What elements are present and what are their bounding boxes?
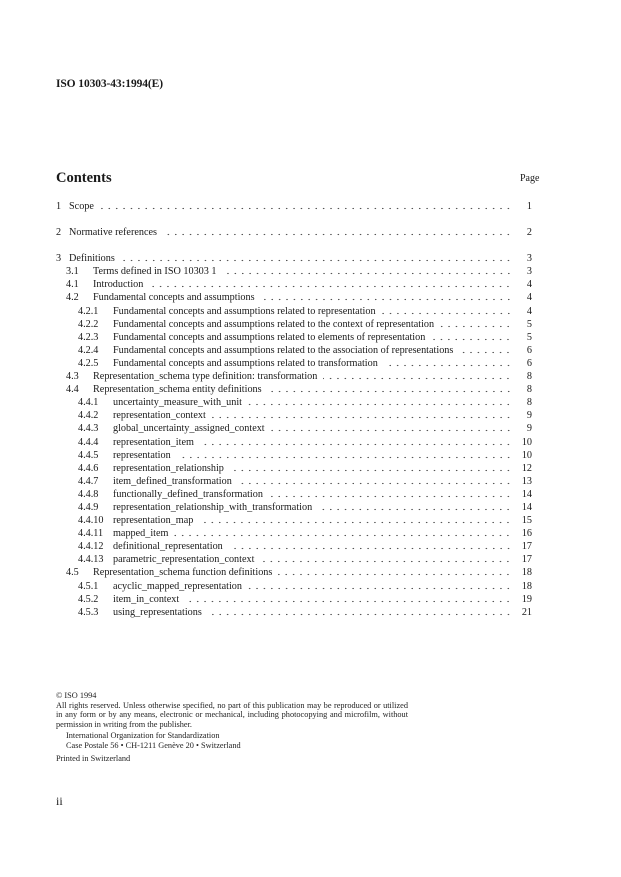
page-number: ii	[56, 794, 63, 808]
toc-entry[interactable]	[56, 198, 532, 211]
toc-entry[interactable]	[56, 303, 532, 316]
page-column-label: Page	[520, 173, 540, 184]
toc-entry-label: definitional_representation	[113, 541, 223, 553]
dot-leader	[323, 369, 512, 380]
toc-entry-number: 4.4.2	[78, 410, 99, 422]
toc-entry[interactable]	[56, 525, 532, 538]
toc-entry-page: 10	[521, 449, 532, 461]
toc-entry-label: Normative references	[69, 227, 157, 239]
dot-leader	[269, 487, 512, 498]
toc-entry-page: 3	[526, 253, 532, 265]
dot-leader	[318, 500, 512, 511]
toc-entry-page: 19	[521, 593, 532, 605]
toc-entry-label: Scope	[69, 201, 94, 212]
toc-entry-page: 18	[521, 567, 532, 579]
dot-leader	[261, 290, 512, 301]
toc-entry-label: Representation_schema type definition: transformation	[93, 371, 318, 383]
toc-entry-page: 17	[521, 554, 532, 566]
dot-leader	[384, 356, 512, 367]
toc-entry-number: 4.4.13	[78, 554, 104, 566]
toc-entry-page: 10	[521, 436, 532, 448]
toc-entry-page: 6	[526, 357, 532, 369]
toc-entry-label: representation_item	[113, 436, 194, 448]
dot-leader	[278, 565, 512, 576]
dot-leader	[149, 277, 512, 288]
dot-leader	[199, 513, 512, 524]
document-id: ISO 10303-43:1994(E)	[56, 78, 163, 90]
toc-entry[interactable]	[56, 460, 532, 473]
toc-entry[interactable]	[56, 434, 532, 447]
dot-leader	[268, 382, 512, 393]
toc-entry-number: 4.4.8	[78, 488, 99, 500]
toc-entry-page: 2	[526, 227, 532, 239]
toc-entry-label: Terms defined in ISO 10303 1	[93, 266, 217, 278]
toc-entry-label: Fundamental concepts and assumptions	[93, 292, 255, 304]
toc-entry-number: 4.4	[66, 384, 79, 396]
dot-leader	[459, 343, 512, 354]
toc-entry-label: acyclic_mapped_representation	[113, 580, 242, 592]
toc-entry[interactable]	[56, 538, 532, 551]
toc-entry[interactable]	[56, 499, 532, 512]
toc-entry-label: representation_map	[113, 515, 194, 527]
toc-entry-label: item_defined_transformation	[113, 475, 232, 487]
printed-location: Printed in Switzerland	[56, 753, 131, 763]
toc-entry[interactable]	[56, 381, 532, 394]
dot-leader	[230, 461, 512, 472]
toc-entry-page: 15	[521, 515, 532, 527]
toc-entry-page: 8	[526, 397, 532, 409]
dot-leader	[260, 552, 512, 563]
toc-entry-label: Definitions	[69, 253, 115, 265]
dot-leader	[185, 592, 512, 603]
dot-leader	[121, 251, 512, 262]
toc-entry-number: 4.5.1	[78, 580, 99, 592]
toc-entry-number: 4.2.3	[78, 331, 99, 343]
toc-entry-number: 4.5	[66, 567, 79, 579]
toc-entry-page: 16	[521, 528, 532, 540]
toc-entry-number: 4.2.4	[78, 344, 99, 356]
toc-entry-page: 18	[521, 580, 532, 592]
dot-leader	[208, 605, 512, 616]
toc-entry-label: Representation_schema function definitions	[93, 567, 273, 579]
dot-leader	[100, 199, 512, 210]
toc-entry[interactable]	[56, 486, 532, 499]
toc-entry-page: 6	[526, 344, 532, 356]
toc-entry-number: 4.4.10	[78, 515, 104, 527]
toc-entry-page: 8	[526, 371, 532, 383]
toc-entry-number: 4.4.7	[78, 475, 99, 487]
toc-entry-label: global_uncertainty_assigned_context	[113, 423, 265, 435]
toc-entry-label: using_representations	[113, 606, 202, 618]
toc-entry-number: 4.2.5	[78, 357, 99, 369]
contents-title: Contents	[56, 170, 112, 186]
dot-leader	[177, 448, 512, 459]
toc-entry[interactable]	[56, 368, 532, 381]
toc-entry[interactable]	[56, 316, 532, 329]
dot-leader	[223, 264, 513, 275]
toc-entry-page: 9	[526, 423, 532, 435]
toc-entry-number: 4.4.1	[78, 397, 99, 409]
dot-leader	[229, 539, 512, 550]
toc-entry-number: 4.4.3	[78, 423, 99, 435]
toc-entry[interactable]	[56, 263, 532, 276]
dot-leader	[212, 408, 512, 419]
copyright-block	[56, 691, 408, 763]
toc-entry-page: 4	[526, 292, 532, 304]
toc-entry[interactable]	[56, 329, 532, 342]
toc-entry[interactable]	[56, 276, 532, 289]
toc-entry-page: 21	[521, 606, 532, 618]
toc-entry-number: 1	[56, 201, 62, 212]
dot-leader	[382, 304, 512, 315]
toc-entry-number: 4.4.9	[78, 501, 99, 513]
toc-entry[interactable]	[56, 551, 532, 564]
toc-entry-number: 2	[56, 227, 62, 239]
copyright-notice: All rights reserved. Unless otherwise specified, no part of this publication may be reproduced or utilized in any form or by any means, electronic or mechanical, including photocopying and microfilm, without permission in writing from the publisher.	[56, 700, 408, 729]
toc-entry[interactable]	[56, 250, 532, 263]
toc-entry[interactable]	[56, 604, 532, 617]
toc-entry-page: 8	[526, 384, 532, 396]
toc-entry-number: 4.2.1	[78, 305, 99, 317]
toc-entry-number: 4.4.5	[78, 449, 99, 461]
toc-entry-label: Fundamental concepts and assumptions related to elements of representation	[113, 331, 426, 343]
dot-leader	[248, 395, 512, 406]
toc-entry-number: 4.5.2	[78, 593, 99, 605]
toc-entry-number: 4.3	[66, 371, 79, 383]
toc-entry[interactable]	[56, 355, 532, 368]
organization-address: Case Postale 56 • CH-1211 Genève 20 • Switzerland	[66, 740, 241, 750]
toc-entry-page: 3	[526, 266, 532, 278]
toc-entry-page: 9	[526, 410, 532, 422]
toc-entry-page: 5	[526, 331, 532, 343]
toc-entry-label: representation_relationship_with_transformation	[113, 501, 313, 513]
toc-entry-label: Representation_schema entity definitions	[93, 384, 262, 396]
toc-entry-label: representation_context	[113, 410, 206, 422]
toc-entry-label: representation	[113, 449, 171, 461]
toc-entry-label: mapped_item	[113, 528, 169, 540]
organization-name: International Organization for Standardization	[66, 731, 220, 741]
dot-leader	[200, 435, 512, 446]
toc-entry-label: representation_relationship	[113, 462, 224, 474]
toc-entry-page: 13	[521, 475, 532, 487]
toc-entry-number: 3.1	[66, 266, 79, 278]
toc-entry[interactable]	[56, 591, 532, 604]
dot-leader	[248, 579, 512, 590]
toc-entry-label: Introduction	[93, 279, 144, 291]
toc-entry-number: 4.4.4	[78, 436, 99, 448]
toc-entry[interactable]	[56, 394, 532, 407]
dot-leader	[271, 421, 512, 432]
toc-entry-label: functionally_defined_transformation	[113, 488, 263, 500]
toc-entry-number: 3	[56, 253, 62, 265]
toc-entry-label: Fundamental concepts and assumptions related to the context of representation	[113, 318, 435, 330]
toc-entry-label: uncertainty_measure_with_unit	[113, 397, 243, 409]
toc-entry-label: Fundamental concepts and assumptions related to transformation	[113, 357, 378, 369]
toc-entry[interactable]	[56, 289, 532, 302]
toc-entry-number: 4.1	[66, 279, 79, 291]
toc-entry[interactable]	[56, 224, 532, 237]
toc-entry-label: parametric_representation_context	[113, 554, 255, 566]
toc-entry-number: 4.4.12	[78, 541, 104, 553]
dot-leader	[238, 474, 512, 485]
toc-entry[interactable]	[56, 473, 532, 486]
toc-entry-number: 4.2.2	[78, 318, 99, 330]
toc-entry[interactable]	[56, 420, 532, 433]
toc-entry-label: Fundamental concepts and assumptions related to representation	[113, 305, 376, 317]
toc-entry-page: 4	[526, 279, 532, 291]
toc-entry-page: 12	[521, 462, 532, 474]
toc-entry-label: item_in_context	[113, 593, 180, 605]
toc-entry-page: 4	[526, 305, 532, 317]
dot-leader	[174, 526, 512, 537]
toc-entry[interactable]	[56, 342, 532, 355]
dot-leader	[163, 225, 512, 236]
toc-entry[interactable]	[56, 407, 532, 420]
toc-entry[interactable]	[56, 447, 532, 460]
toc-entry-number: 4.5.3	[78, 606, 99, 618]
toc-entry-page: 5	[526, 318, 532, 330]
toc-entry-page: 14	[521, 488, 532, 500]
toc-entry[interactable]	[56, 578, 532, 591]
toc-entry[interactable]	[56, 512, 532, 525]
copyright-year: © ISO 1994	[56, 691, 97, 700]
toc-entry-label: Fundamental concepts and assumptions related to the association of representations	[113, 344, 454, 356]
toc-entry-number: 4.4.11	[78, 528, 104, 540]
table-of-contents	[56, 198, 532, 617]
dot-leader	[431, 330, 512, 341]
toc-entry-number: 4.2	[66, 292, 79, 304]
toc-entry-page: 17	[521, 541, 532, 553]
dot-leader	[440, 317, 512, 328]
toc-entry[interactable]	[56, 564, 532, 577]
toc-entry-number: 4.4.6	[78, 462, 99, 474]
toc-entry-page: 14	[521, 501, 532, 513]
toc-entry-page: 1	[526, 201, 532, 212]
